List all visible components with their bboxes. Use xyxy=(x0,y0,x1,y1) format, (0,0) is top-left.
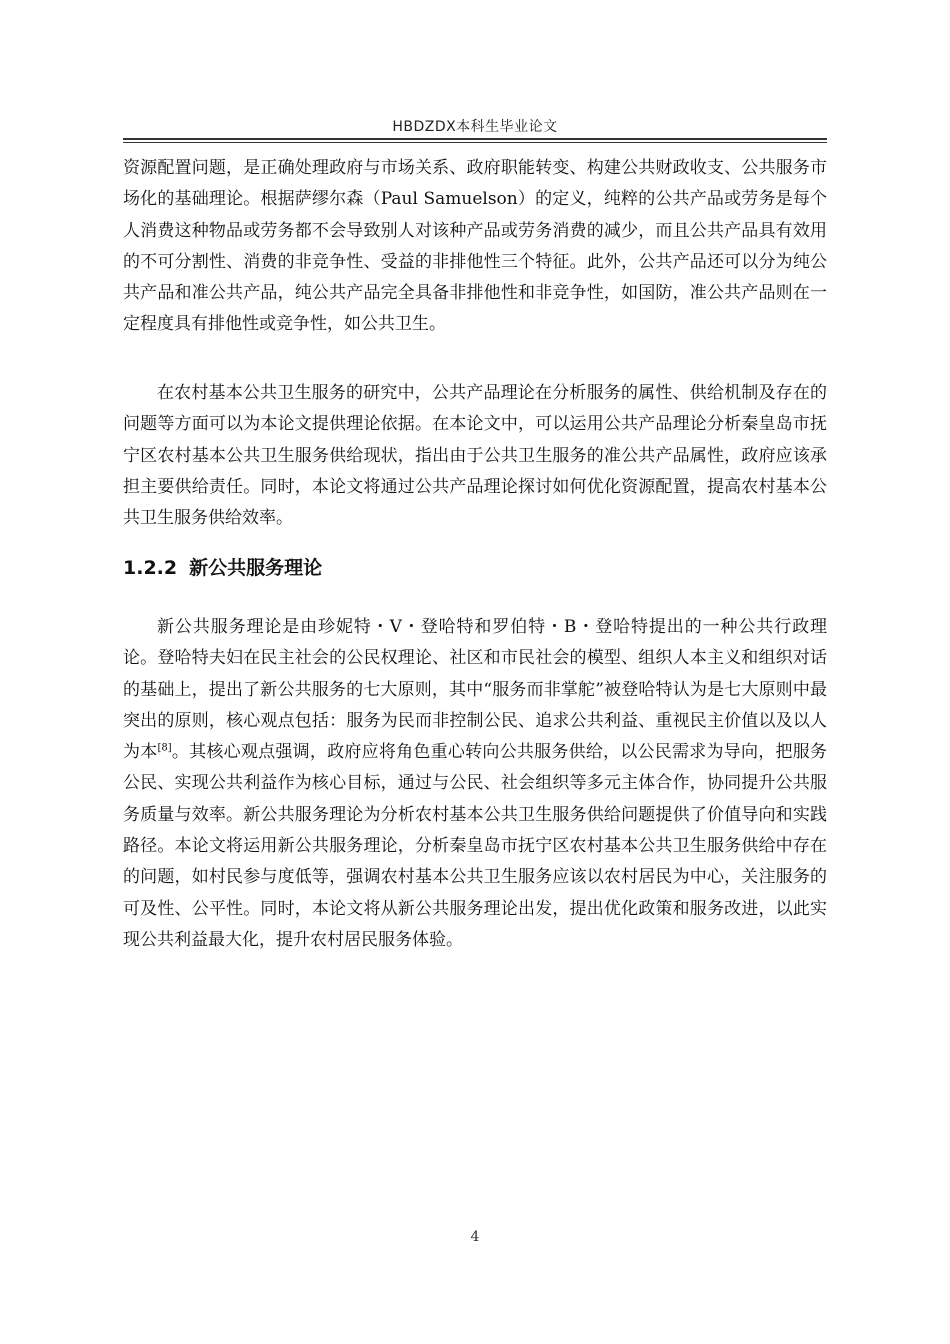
header-rule xyxy=(123,138,827,140)
page-number: 4 xyxy=(470,1229,480,1245)
header-rule-thin xyxy=(123,142,827,143)
paragraph-text-part-2: 。其核心观点强调，政府应将角色重心转向公共服务供给，以公民需求为导向，把服务公民、实现公共利益作为核心目标，通过与公民、社会组织等多元主体合作，协同提升公共服务质量与效率。新公共服务理论为分析农村基本公共卫生服务供给问题提供了价值导向和实践路径。本论文将运用新公共服务理论，分析秦皇岛市抚宁区农村基本公共卫生服务供给中存在的问题，如村民参与度低等，强调农村基本公共卫生服务应该以农村居民为中心，关注服务的可及性、公平性。同时，本论文将从新公共服务理论出发，提出优化政策和服务改进，以此实现公共利益最大化，提升农村居民服务体验。 xyxy=(123,742,828,950)
paragraph-new-public-service xyxy=(123,612,827,956)
running-header: HBDZDX本科生毕业论文 xyxy=(392,119,558,135)
paragraph-text-part-1: 新公共服务理论是由珍妮特・V・登哈特和罗伯特・B・登哈特提出的一种公共行政理论。登哈特夫妇在民主社会的公民权理论、社区和市民社会的模型、组织人本主义和组织对话的基础上，提出了新公共服务的七大原则，其中“服务而非掌舵”被登哈特认为是七大原则中最突出的原则，核心观点包括：服务为民而非控制公民、追求公共利益、重视民主价值以及以人为本 xyxy=(123,617,827,763)
citation-reference: [8] xyxy=(157,742,172,754)
section-title: 新公共服务理论 xyxy=(189,557,323,579)
paragraph-public-goods-application: 在农村基本公共卫生服务的研究中，公共产品理论在分析服务的属性、供给机制及存在的问题等方面可以为本论文提供理论依据。在本论文中，可以运用公共产品理论分析秦皇岛市抚宁区农村基本公共卫生服务供给现状，指出由于公共卫生服务的准公共产品属性，政府应该承担主要供给责任。同时，本论文将通过公共产品理论探讨如何优化资源配置，提高农村基本公共卫生服务供给效率。 xyxy=(123,383,827,529)
section-number: 1.2.2 xyxy=(123,557,178,579)
section-heading xyxy=(123,553,322,580)
paragraph-public-goods-definition: 资源配置问题，是正确处理政府与市场关系、政府职能转变、构建公共财政收支、公共服务市场化的基础理论。根据萨缪尔森（Paul Samuelson）的定义，纯粹的公共产品或劳务是每个人消费这种物品或劳务都不会导致别人对该种产品或劳务消费的减少，而且公共产品具有效用的不可分割性、消费的非竞争性、受益的非排他性三个特征。此外，公共产品还可以分为纯公共产品和准公共产品，纯公共产品完全具备非排他性和非竞争性，如国防，准公共产品则在一定程度具有排他性或竞争性，如公共卫生。 xyxy=(123,158,827,335)
